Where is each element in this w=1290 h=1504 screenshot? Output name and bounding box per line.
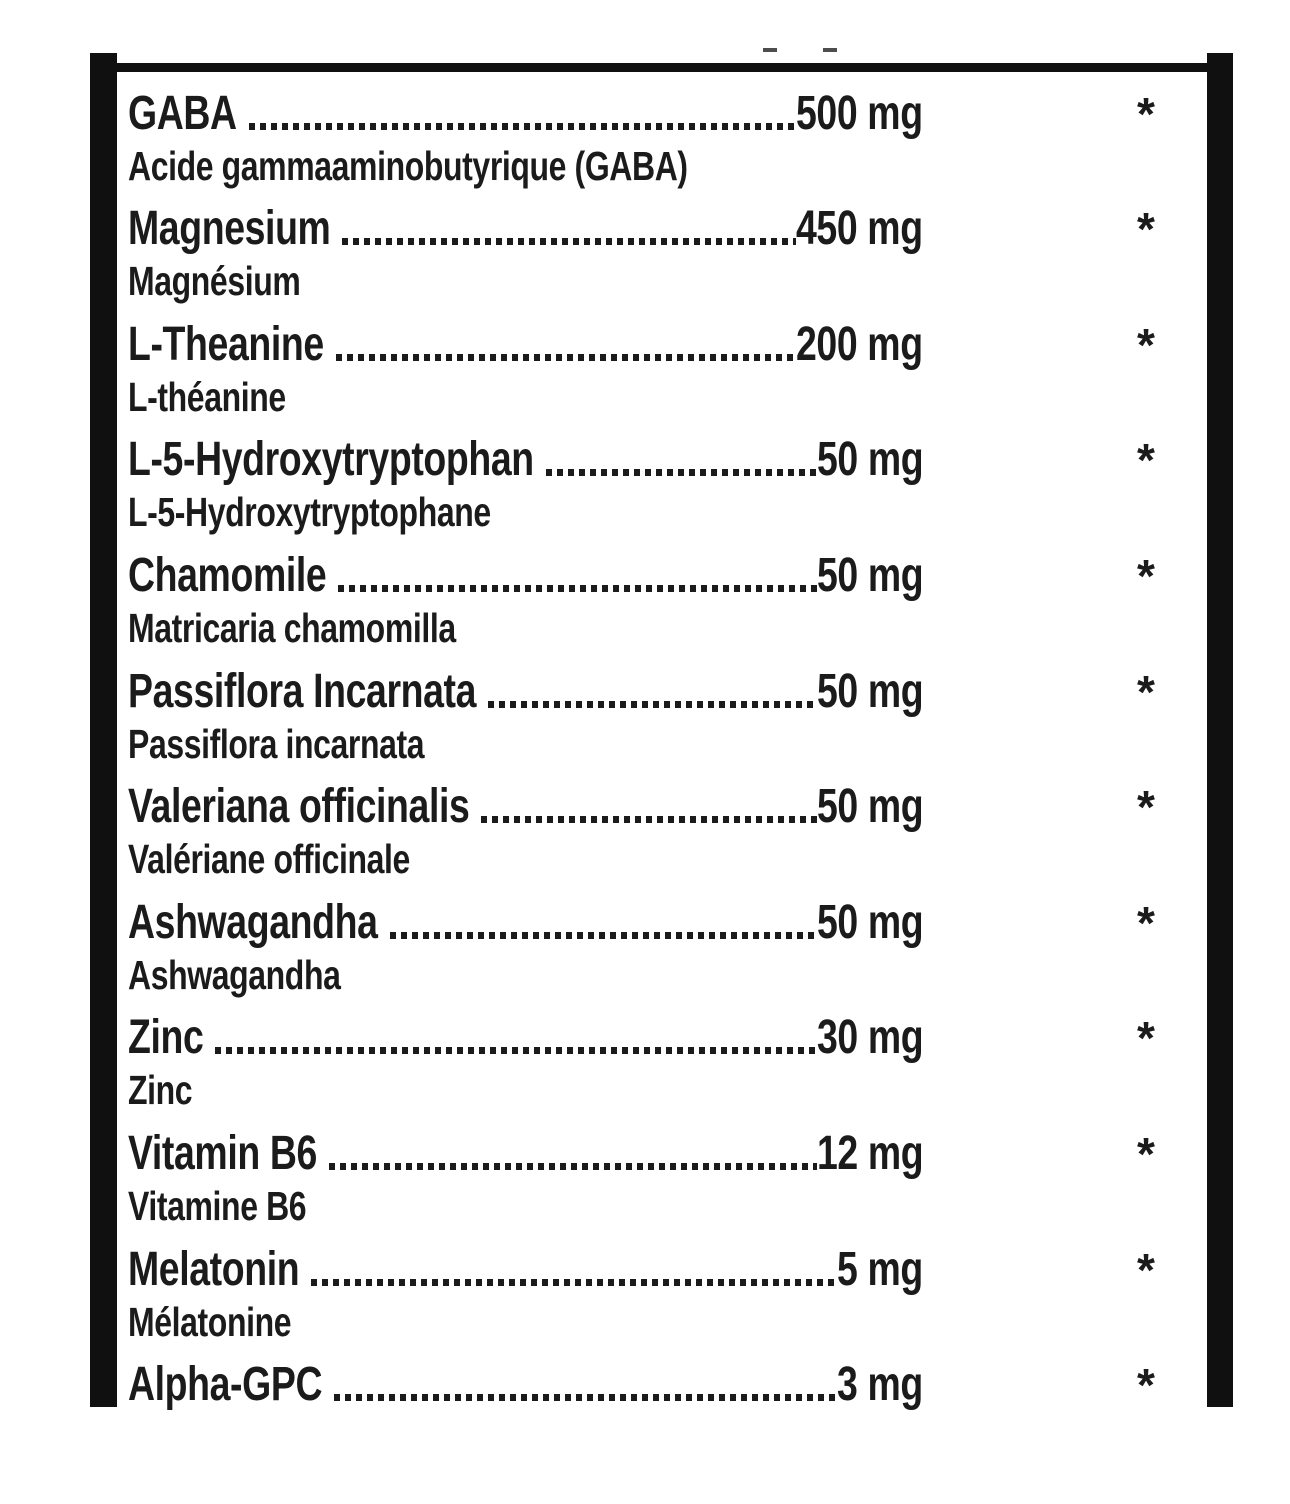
ingredient-name: Chamomile	[128, 549, 327, 602]
ingredient-subname: Vitamine B6	[128, 1183, 307, 1229]
daily-value-asterisk: *	[1137, 897, 1155, 949]
dotted-leader	[342, 238, 796, 245]
ingredient-subname: Magnésium	[128, 258, 301, 304]
daily-value-asterisk: *	[1137, 550, 1155, 602]
ingredient-name: Magnesium	[128, 202, 331, 255]
dotted-leader	[338, 585, 816, 592]
ingredient-row	[128, 433, 1200, 535]
ingredient-row	[128, 1358, 1200, 1459]
ingredient-main-line	[128, 780, 924, 833]
daily-value-asterisk: *	[1137, 88, 1155, 140]
ingredient-subname: L-5-Hydroxytryptophane	[128, 489, 491, 535]
ingredient-amount: 500 mg	[796, 87, 924, 140]
ingredient-amount: 50 mg	[816, 780, 924, 833]
ingredient-row	[128, 318, 1200, 420]
ingredient-subname: Valériane officinale	[128, 836, 410, 882]
ingredient-row	[128, 1127, 1200, 1229]
daily-value-asterisk: *	[1137, 666, 1155, 718]
ingredient-subname: Ashwagandha	[128, 952, 341, 998]
ingredient-main-line	[128, 549, 924, 602]
ingredient-amount: 3 mg	[837, 1358, 924, 1411]
ingredient-name: Melatonin	[128, 1243, 300, 1296]
ingredient-name: Passiflora Incarnata	[128, 665, 477, 718]
ingredient-row	[128, 202, 1200, 304]
ingredient-main-line	[128, 87, 924, 140]
ingredient-subname: Acide gammaaminobutyrique (GABA)	[128, 143, 688, 189]
ingredient-amount: 50 mg	[816, 433, 924, 486]
dotted-leader	[334, 1394, 837, 1401]
ingredient-amount: 450 mg	[796, 202, 924, 255]
ingredient-name: Zinc	[128, 1011, 204, 1064]
ingredient-subname: Mélatonine	[128, 1299, 292, 1345]
ingredient-main-line	[128, 1358, 924, 1411]
ingredient-main-line	[128, 665, 924, 718]
cropped-text-remnant	[763, 48, 777, 52]
ingredient-main-line	[128, 1011, 924, 1064]
daily-value-asterisk: *	[1137, 434, 1155, 486]
ingredient-subname: Zinc	[128, 1067, 193, 1113]
ingredient-name: Valeriana officinalis	[128, 780, 470, 833]
dotted-leader	[546, 469, 817, 476]
daily-value-asterisk: *	[1137, 203, 1155, 255]
daily-value-asterisk: *	[1137, 1012, 1155, 1064]
ingredient-amount: 50 mg	[816, 896, 924, 949]
ingredient-subname: L-théanine	[128, 374, 286, 420]
ingredient-row	[128, 665, 1200, 767]
dotted-leader	[390, 932, 817, 939]
cropped-text-remnant	[823, 48, 837, 52]
panel-right-border	[1207, 53, 1233, 1407]
ingredient-row	[128, 1243, 1200, 1345]
dotted-leader	[311, 1279, 837, 1286]
daily-value-asterisk: *	[1137, 319, 1155, 371]
ingredient-list	[128, 53, 1200, 1411]
ingredient-main-line	[128, 1243, 924, 1296]
dotted-leader	[329, 1163, 817, 1170]
ingredient-subname: Matricaria chamomilla	[128, 605, 456, 651]
ingredient-amount: 12 mg	[816, 1127, 924, 1180]
ingredient-amount: 30 mg	[816, 1011, 924, 1064]
ingredient-amount: 5 mg	[837, 1243, 924, 1296]
ingredient-amount: 50 mg	[816, 665, 924, 718]
dotted-leader	[488, 701, 817, 708]
dotted-leader	[215, 1047, 816, 1054]
ingredient-amount: 200 mg	[796, 318, 924, 371]
daily-value-asterisk: *	[1137, 781, 1155, 833]
dotted-leader	[481, 816, 816, 823]
dotted-leader	[249, 123, 797, 130]
ingredient-row	[128, 87, 1200, 189]
ingredient-subname: Passiflora incarnata	[128, 721, 425, 767]
ingredient-main-line	[128, 896, 924, 949]
ingredient-name: L-5-Hydroxytryptophan	[128, 433, 534, 486]
ingredient-main-line	[128, 1127, 924, 1180]
daily-value-asterisk: *	[1137, 1359, 1155, 1411]
ingredient-row	[128, 549, 1200, 651]
ingredient-name: Vitamin B6	[128, 1127, 317, 1180]
dotted-leader	[336, 354, 797, 361]
ingredient-name: Alpha-GPC	[128, 1358, 323, 1411]
ingredient-main-line	[128, 433, 924, 486]
ingredient-row	[128, 896, 1200, 998]
supplement-facts-panel	[90, 53, 1233, 1411]
ingredient-amount: 50 mg	[816, 549, 924, 602]
daily-value-asterisk: *	[1137, 1244, 1155, 1296]
ingredient-name: L-Theanine	[128, 318, 324, 371]
daily-value-asterisk: *	[1137, 1128, 1155, 1180]
ingredient-name: GABA	[128, 87, 237, 140]
ingredient-main-line	[128, 202, 924, 255]
ingredient-row	[128, 780, 1200, 882]
ingredient-name: Ashwagandha	[128, 896, 378, 949]
panel-left-border	[90, 53, 117, 1407]
ingredient-main-line	[128, 318, 924, 371]
ingredient-row	[128, 1011, 1200, 1113]
